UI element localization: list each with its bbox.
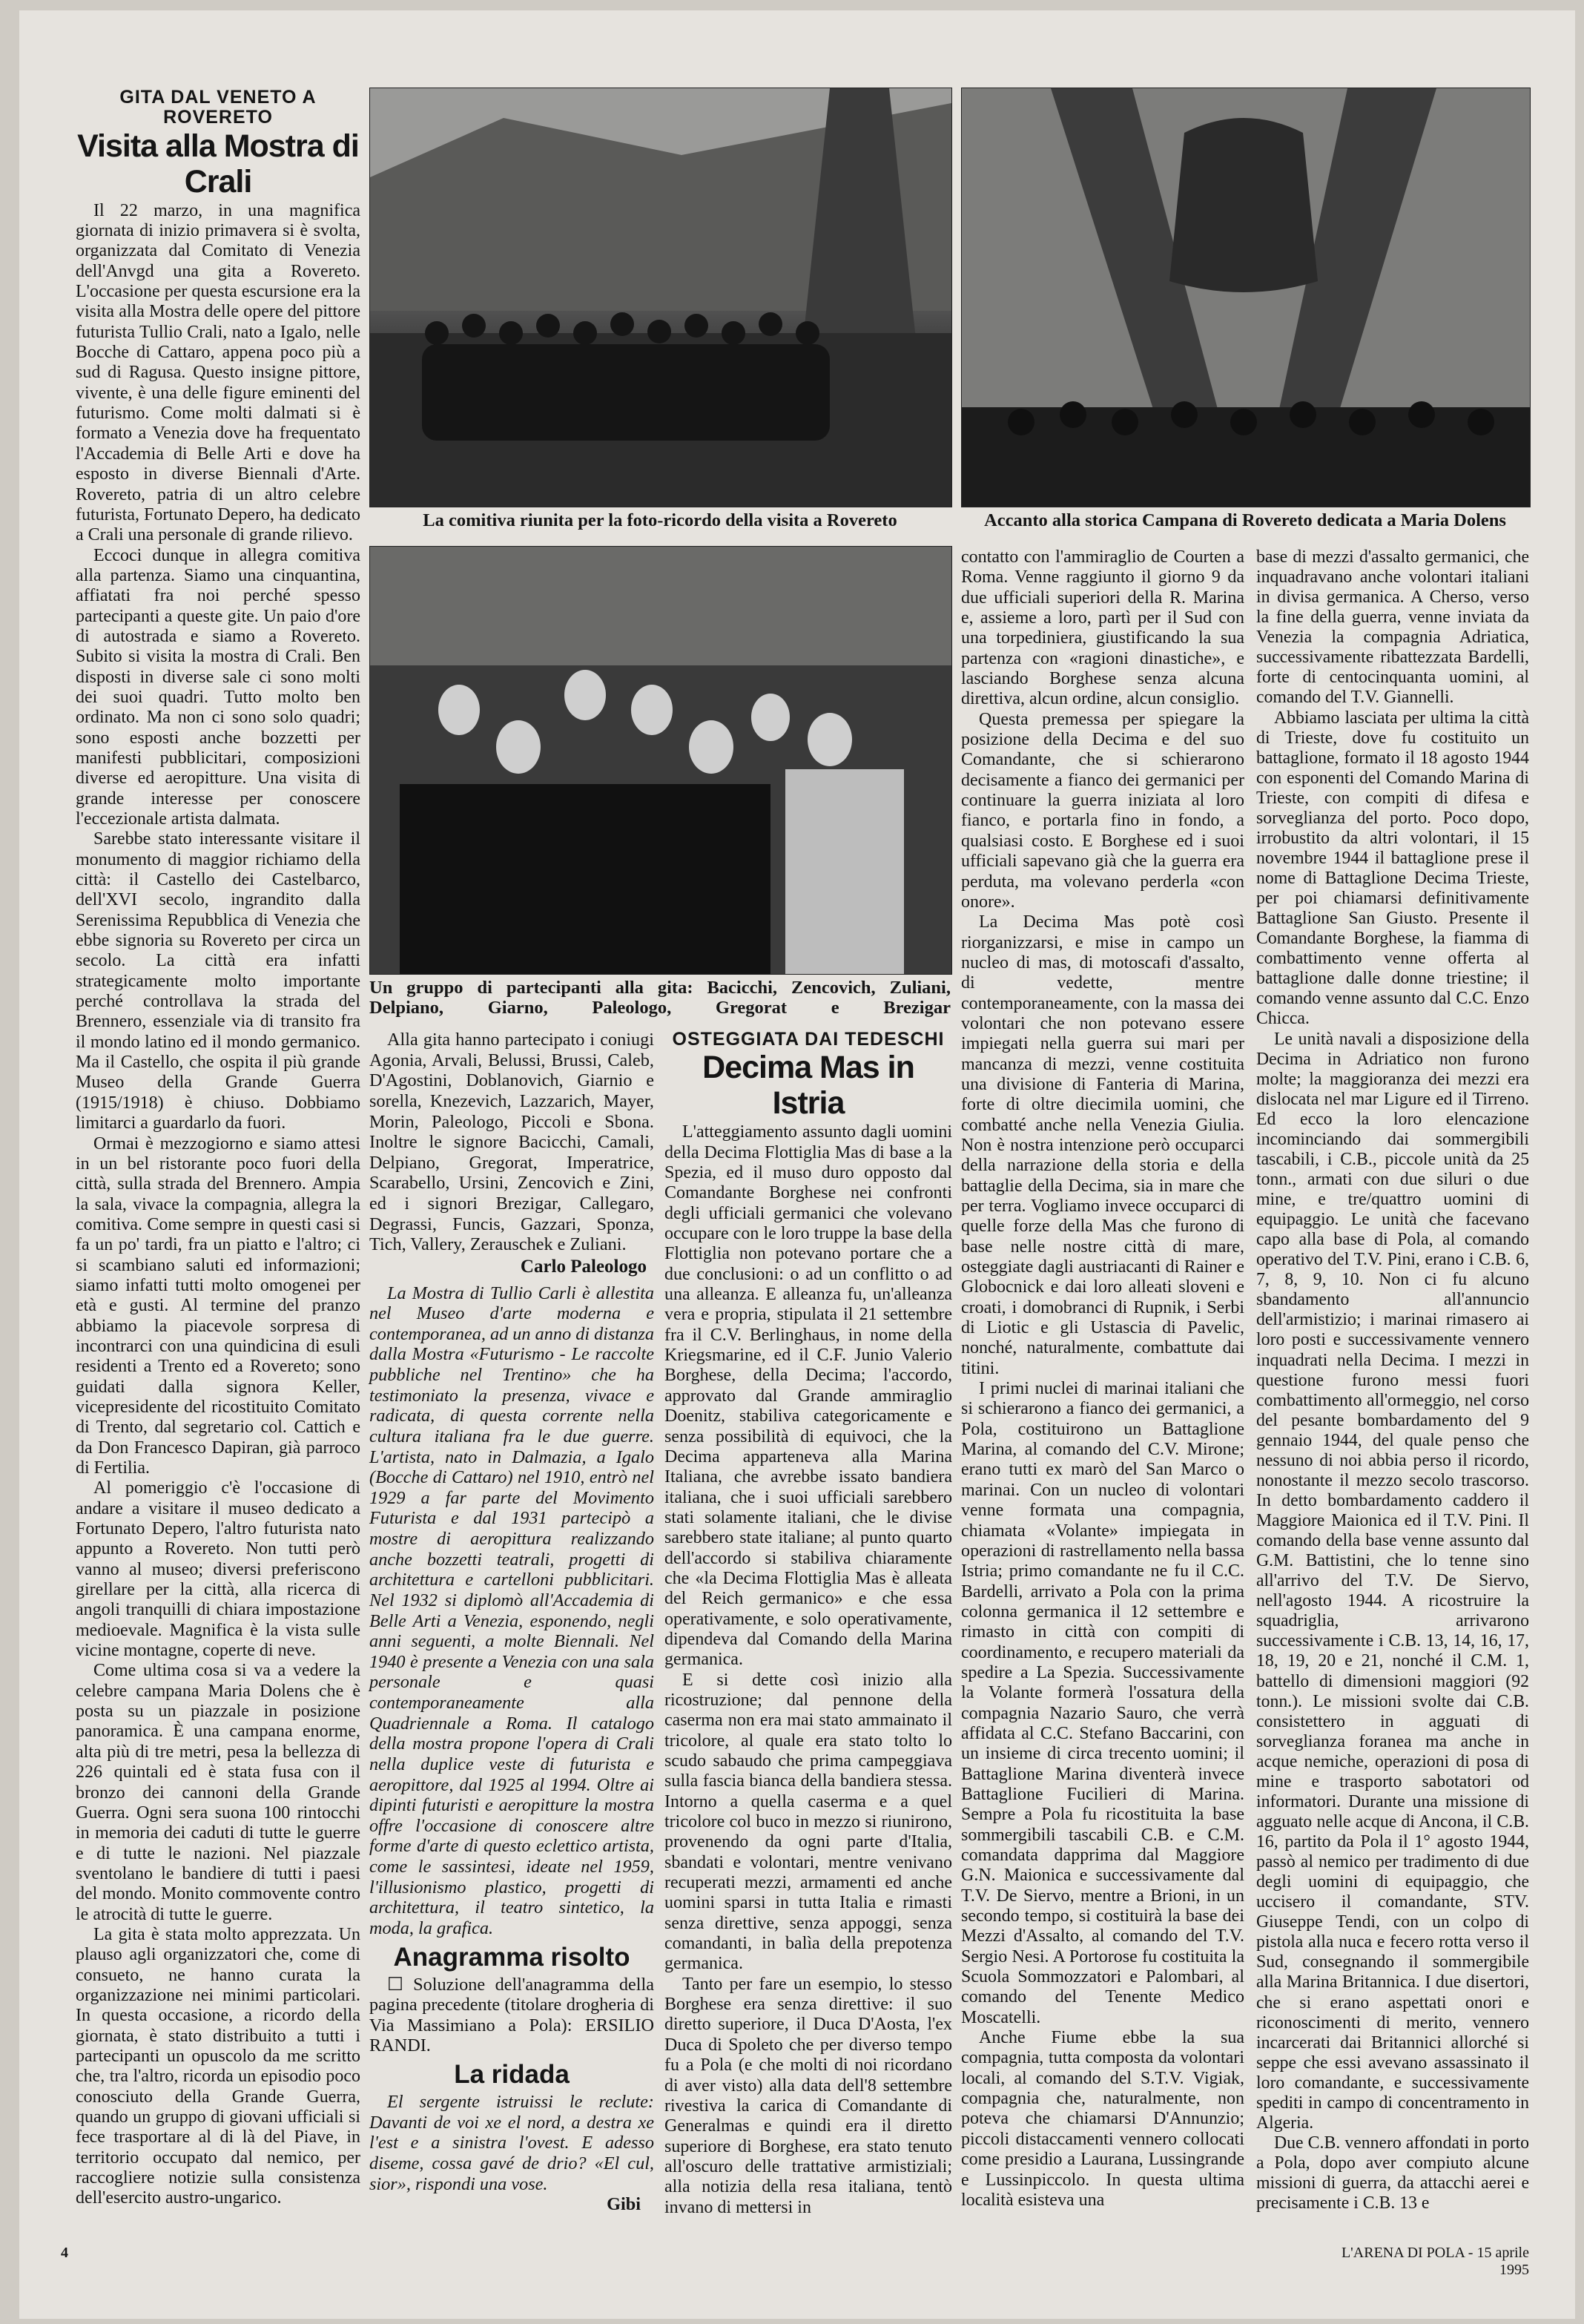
newspaper-page (19, 10, 1575, 2319)
article2-paragraph: E si dette così inizio alla ricostruzione; dal pennone della caserma non era mai stato ammainato il tricolore, al quale era stato tolto lo scudo sabaudo che prima campeggiava sulla fascia bianca della bandiera stessa. Intorno a quella caserma e a quel tricolore col buco in mezzo si riunirono, provenendo da ogni parte d'Italia, sbandati e volontari, mentre venivano recuperati mezzi, armamenti ed anche uomini sparsi in tutta Italia e rimasti senza direttive, senza appoggi, senza comandanti, in balìa della prepotenza germanica. (664, 1670, 952, 1974)
article1-paragraph: Sarebbe stato interessante visitare il monumento di maggior richiamo della città: il Castello dei Castelbarco, dell'XVI secolo, ingrandito dalla Serenissima Repubblica di Venezia che ebbe signoria su Rovereto per circa un secolo. La città era infatti strategicamente molto importante perché controllava la strada del Brennero, essenziale via di transito fra il mondo latino ed il mondo germanico. Ma il Castello, che ospita il più grande Museo della Grande Guerra (1915/1918) è chiuso. Dobbiamo limitarci a guardarlo da fuori. (76, 829, 360, 1133)
ridada-title: La ridada (454, 2060, 570, 2089)
article1-paragraph: Ormai è mezzogiorno e siamo attesi in un bel ristorante poco fuori della città, sulla strada del Brennero. Ampia la sala, vivace la compagnia, allegra la comitiva. Come sempre in questi casi si fa un po' tardi, fra un piatto e l'altro; ci si scambiano saluti ed informazioni; siamo infatti tutti molto omogenei per età e gusti. Al termine del pranzo abbiamo la piacevole sorpresa di incontrarci con una quindicina di esuli residenti a Trento ed a Rovereto; sono guidati dalla signora Keller, vicepresidente del ricostituito Comitato di Trento, dal segretario col. Cattich e da Don Francesco Dapiran, già parroco di Fertilia. (76, 1133, 360, 1478)
article2-paragraph: L'atteggiamento assunto dagli uomini della Decima Flottiglia Mas di base a la Spezia, ed il muso duro opposto dal Comandante Borghese nei confronti degli ufficiali germanici che volevano occupare con le loro truppe la base della Flottiglia non potevano portare che a due conclusioni: o ad un conflitto o ad una alleanza. E alleanza fu, un'alleanza vera e propria, stipulata il 21 settembre fra il C.V. Berlinghaus, in nome della Kriegsmarine, ed il C.F. Junio Valerio Borghese, della Decima; l'accordo, approvato dal Grande ammiraglio Doenitz, stabiliva categoricamente e senza possibilità di equivoci, che la Decima apparteneva alla Marina Italiana, che avrebbe issato bandiera italiana, che i suoi ufficiali sarebbero stati solamente italiani, che le divise sarebbero state italiane; al punto quarto dell'accordo si stabiliva chiaramente che «la Decima Flottiglia Mas è alleata del Reich germanico» e che essa operativamente, e solo operativamente, dipendeva dal Comando della Marina germanica. (664, 1122, 952, 1670)
photo-group-rovereto (369, 88, 952, 507)
exhibition-note-text: La Mostra di Tullio Carli è allestita nel Museo d'arte moderna e contemporanea, ad un anno di distanza dalla Mostra «Futurismo - Le raccolte pubbliche nel Trentino» che ha testimoniato la presenza, vivace e radicata, di questa corrente nella cultura italiana fra le due guerre. L'artista, nato in Dalmazia, a Igalo (Bocche di Cattaro) nel 1910, entrò nel 1929 a far parte del Movimento Futurista e dal 1931 partecipò a mostre di aeropittura realizzando anche bozzetti teatrali, progetti di architettura e cartelloni pubblicitari. Nel 1932 si diplomò all'Accademia di Belle Arti a Venezia, esponendo, negli anni seguenti, a molte Biennali. Nel 1940 è presente a Venezia con una sala personale e quasi contemporaneamente alla Quadriennale a Roma. Il catalogo della mostra propone l'opera di Crali nella duplice veste di futurista e aeropittore, dal 1925 al 1994. Oltre ai dipinti futuristi e aeropitture la mostra offre l'occasione di conoscere altre forme d'arte di questo eclettico artista, come le sassintesi, ideate nel 1959, l'illusionismo plastico, progetti di architettura, il teatro sintetico, la moda, la grafica. (369, 1283, 654, 1938)
article1-paragraph: La gita è stata molto apprezzata. Un plauso agli organizzatori che, come di consueto, ne hanno curata la organizzazione nei minimi particolari. In questa occasione, a ricordo della giornata, è stato distribuito a tutti i partecipanti un opuscolo da me scritto che, tra l'altro, ricorda un episodio poco conosciuto della Grande Guerra, quando un gruppo di giovani ufficiali si fece trasportare al di là del Piave, in territorio occupato dal nemico, per raccogliere notizie sulla consistenza dell'esercito austro-ungarico. (76, 1924, 360, 2208)
article2-paragraph: Anche Fiume ebbe la sua compagnia, tutta composta da volontari locali, al comando del S.T.V. Vigiak, compagnia che, naturalmente, non poteva che chiamarsi D'Annunzio; piccoli distaccamenti vennero collocati come presidio a Laurana, Lussingrande e Lussinpiccolo. In questa ultima località esisteva una (961, 2028, 1244, 2210)
article2-paragraph: Abbiamo lasciata per ultima la città di Trieste, dove fu costituito un battaglione, formato il 18 agosto 1944 con esponenti del Comando Marina di Trieste, con compiti di difesa e sorveglianza del porto. Poco dopo, irrobustito da altri volontari, il 15 novembre 1944 il battaglione prese il nome di Battaglione Decima Trieste, per poi chiamarsi definitivamente Battaglione San Giusto. Presente il Comandante Borghese, la fiamma di combattimento venne offerta al battaglione dalle donne triestine; il comando venne assunto dal C.C. Enzo Chicca. (1256, 708, 1529, 1029)
anagramma-text: ☐ Soluzione dell'anagramma della pagina precedente (titolare drogheria di Via Massimiano a Pola): ERSILIO RANDI. (369, 1974, 654, 2056)
photo-participants-group-image (370, 547, 951, 974)
article2-paragraph: Due C.B. vennero affondati in porto a Pola, dopo aver compiuto alcune missioni di guerra, da attacchi aerei e precisamente i C.B. 13 e (1256, 2133, 1529, 2213)
photo-group-rovereto-image (370, 88, 951, 507)
article1-headline: Visita alla Mostra di Crali (77, 128, 359, 200)
article2-paragraph: Le unità navali a disposizione della Decima in Adriatico non furono molte; la maggioranza dei mezzi era dislocata nel mar Ligure ed il Tirreno. Ed ecco la loro elencazione incominciando dai sommergibili tascabili, i C.B., piccole unità da 25 tonn., armati con due siluri o due mine, e tre/quattro uomini di equipaggio. Le unità che facevano capo alla base di Pola, al comando operativo del T.V. Pini, erano i C.B. 6, 7, 8, 9, 10. Non ci fu alcuno sbandamento all'annuncio dell'armistizio; i marinai rimasero ai loro posti e successivamente vennero inquadrati nella Decima. I mezzi in questione furono messi fuori combattimento all'ormeggio, nel corso del pesante bombardamento del 9 gennaio 1944, del quale penso che nessuno di noi abbia perso il ricordo, nonostante il mezzo secolo trascorso. In detto bombardamento caddero il Maggiore Maionica ed il T.V. Pini. Il comando della base venne assunto dal G.M. Battistini, che lo tenne sino all'arrivo del T.V. De Siervo, nell'agosto 1944. A ricostruire la squadriglia, arrivarono successivamente i C.B. 13, 14, 16, 17, 18, 19, 20 e 21, nonché il C.M. 1, battello di dimensioni maggiori (92 tonn.). Le missioni svolte dai C.B. consistettero in agguati di sorveglianza foranea ma anche in acque nemiche, operazioni di posa di mine e trasporto sabotatori od informatori. Durante una missione di agguato nelle acque di Ancona, il C.B. 16, partito da Pola il 1° agosto 1944, passò al nemico per tradimento di due degli uomini di equipaggio, che uccisero il comandante, STV. Giuseppe Tendi, con un colpo di pistola alla nuca e fecero rotta verso il Sud, consegnando il sommergibile alla Marina Britannica. I due disertori, che si erano aspettati onori e riconoscimenti di merito, vennero incarcerati dai Britannici allorché si seppe che essi avevano assassinato il loro comandante, e successivamente spediti in campo di concentramento in Algeria. (1256, 1029, 1529, 2133)
article2-paragraph: Tanto per fare un esempio, lo stesso Borghese era senza direttive: il suo diretto superiore, il Duca D'Aosta, l'ex Duca di Spoleto che per diverso tempo fu a Pola (e che molti di noi ricordano di aver visto) alla data dell'8 settembre rivestiva la carica di Comandante di Generalmas e quindi era il diretto superiore di Borghese, era stato tenuto all'oscuro delle trattative armistiziali; alla notizia della resa italiana, tentò invano di mettersi in (664, 1974, 952, 2217)
photo-maria-dolens-bell (961, 88, 1531, 507)
participants-list: Alla gita hanno partecipato i coniugi Agonia, Arvali, Belussi, Brussi, Caleb, D'Agostini, Doblanovich, Giarnio e sorella, Knezevich, Lazzarich, Mayer, Morin, Paleologo, Piccoli e Sbona. Inoltre le signore Bacicchi, Camali, Delpiano, Gregorat, Imperatrice, Scarabello, Ursini, Zencovich e Zini, ed i signori Brezigar, Callegaro, Degrassi, Funcis, Gazzari, Sponza, Tich, Vallery, Zerauschek e Zuliani. (369, 1030, 654, 1255)
article1-paragraph: Il 22 marzo, in una magnifica giornata di inizio primavera si è svolta, organizzata dal Comitato di Venezia dell'Anvgd una gita a Rovereto. L'occasione per questa escursione era la visita alla Mostra delle opere del pittore futurista Tullio Crali, nato a Igalo, nelle Bocche di Cattaro, appena poco più a sud di Ragusa. Questo insigne pittore, vivente, è una delle figure eminenti del futurismo. Come molti dalmati si è formato a Venezia dove ha frequentato l'Accademia di Belle Arti e dove ha esposto in diverse Biennali d'Arte. Rovereto, patria di un altro celebre futurista, Fortunato Depero, ha dedicato a Crali una personale di grande rilievo. (76, 200, 360, 545)
page-number: 4 (61, 2245, 68, 2261)
anagramma-title: Anagramma risolto (393, 1942, 630, 1972)
article1-paragraph: Al pomeriggio c'è l'occasione di andare a visitare il museo dedicato a Fortunato Depero, l'altro futurista nato appunto a Rovereto. Non tutti però vanno al museo; diversi preferiscono girellare per la città, alla ricerca di angoli tranquilli di chiara impostazione medioevale. Magnifica è la vista sulle vicine montagne, coperte di neve. (76, 1478, 360, 1661)
article2-paragraph: La Decima Mas potè così riorganizzarsi, e mise in campo un nucleo di mas, di motoscafi d'assalto, di vedette, mentre contemporaneamente, con la massa dei volontari che non potevano essere impiegati nella guerra sui mari per mancanza di mezzi, venne costituita una divisione di Fanteria di Marina, forte di oltre diecimila uomini, che combatté anche nella Venezia Giulia. Non è nostra intenzione però occuparci della narrazione della storia e della battaglie della Decima, sia in mare che per terra. Vogliamo invece occuparci di quelle forze della Mas che furono di base nelle nostre città di mare, osteggiate dagli austriacanti di Rainer e Globocnick e dai loro alleati sloveni e croati, i domobranci di Rupnik, i Serbi di Liotic e gli Ustascia di Pavelic, nonché, naturalmente, combattute dai titini. (961, 912, 1244, 1378)
photo-maria-dolens-bell-image (962, 88, 1530, 507)
photo-maria-dolens-caption: Accanto alla storica Campana di Rovereto dedicata a Maria Dolens (984, 510, 1506, 530)
ridada-text: El sergente istruissi le reclute: Davanti de voi xe el nord, a destra xe l'est e a sinistra l'ovest. E adesso diseme, cossa gavé de drio? «El cul, sior», rispondi una vose. (369, 2092, 654, 2194)
photo-group-rovereto-caption: La comitiva riunita per la foto-ricordo della visita a Rovereto (423, 510, 897, 530)
masthead-footer: L'ARENA DI POLA - 15 aprile 1995 (1341, 2245, 1529, 2278)
article1-byline: Carlo Paleologo (520, 1256, 647, 1277)
article1-column1 (76, 88, 360, 2224)
article2-paragraph: contatto con l'ammiraglio de Courten a Roma. Venne raggiunto il giorno 9 da due ufficiali superiori della R. Marina e, assieme a loro, partì per il Sud con una torpediniera, giustificando la sua partenza con «ragioni dinastiche», e lasciando Borghese senza alcuna direttiva, alcun ordine, alcun consiglio. (961, 547, 1244, 709)
article2-paragraph: base di mezzi d'assalto germanici, che inquadravano anche volontari italiani in divisa germanica. A Cherso, verso la fine della guerra, venne inviata da Venezia la compagnia Adriatica, successivamente ribattezzata Bardelli, forte di centocinquanta uomini, al comando del T.V. Giannelli. (1256, 547, 1529, 708)
article2-column3 (664, 1030, 952, 2224)
article2-column4 (961, 547, 1244, 2224)
article1-kicker: GITA DAL VENETO A ROVERETO (119, 87, 317, 128)
article2-headline: Decima Mas in Istria (702, 1050, 914, 1122)
article1-paragraph: Come ultima cosa si va a vedere la celebre campana Maria Dolens che è posta su un piazzale in posizione panoramica. È una campana enorme, alta più di tre metri, pesa la bellezza di 226 quintali ed è stata fusa con il bronzo dei cannoni della Grande Guerra. Ogni sera suona 100 rintocchi in memoria dei caduti di tutte le guerre e di tutte le nazioni. Nel piazzale sventolano le bandiere di tutti i paesi del mondo. Monito commovente contro le atrocità di tutte le guerre. (76, 1661, 360, 1924)
article2-column5 (1256, 547, 1529, 2224)
exhibition-note (369, 1283, 654, 1939)
photo-participants-group (369, 546, 952, 975)
ridada-joke (369, 2092, 654, 2194)
article1-paragraph: Eccoci dunque in allegra comitiva alla partenza. Siamo una cinquantina, affiatati fra noi perché spesso partecipanti a queste gite. Un paio d'ore di autostrada e siamo a Rovereto. Subito si visita la mostra di Crali. Ben disposti in diverse sale ci sono molti dei suoi quadri. Tutto molto ben ordinato. Ma non ci sono solo quadri; sono esposti anche bozzetti per manifesti pubblicitari, composizioni diverse ed aeropitture. Una visita di grande interesse per conoscere l'eccezionale artista dalmata. (76, 545, 360, 829)
article2-paragraph: Questa premessa per spiegare la posizione della Decima e del suo Comandante, che si schierarono decisamente a fianco dei germanici per continuare la guerra iniziata al loro fianco, e portarla fino in fondo, a qualsiasi costo. E Borghese ed i suoi ufficiali sapevano già che la guerra era perduta, ma volevano perderla «con onore». (961, 709, 1244, 912)
article2-paragraph: I primi nuclei di marinai italiani che si schierarono a fianco dei germanici, a Pola, costituirono un Battaglione Marina, al comando del C.V. Mirone; erano tutti ex marò del San Marco o marinai. Con un nucleo di volontari venne formata una compagnia, chiamata «Volante» impiegata in operazioni di rastrellamento nella bassa Istria; primo comandante ne fu il C.C. Bardelli, arrivato a Pola con la prima colonna germanica il 12 settembre e rimasto in città con compiti di coordinamento, e recupero materiali da spedire a La Spezia. Successivamente la Volante formerà l'ossatura della compagnia Nazario Sauro, che verrà affidata al C.C. Stefano Baccarini, con un insieme di circa trecento uomini; il Battaglione Marina diventerà invece Battaglione Fucilieri di Marina. Sempre a Pola fu ricostituita la base sommergibili tascabili C.B. e C.M. comandata dapprima dal Maggiore G.N. Maionica e successivamente dal T.V. De Siervo, mentre a Brioni, in un secondo tempo, si costituirà la base dei Mezzi d'Assalto, al comando del T.V. Sergio Nesi. A Portorose fu costituita la Scuola Sommozzatori e Palombari, al comando del Tenente Medico Moscatelli. (961, 1379, 1244, 2027)
photo-participants-caption: Un gruppo di partecipanti alla gita: Bacicchi, Zencovich, Zuliani, Delpiano, Giarno, Paleologo, Gregorat e Brezigar (369, 978, 951, 1018)
article1-column2 (369, 1030, 654, 2224)
article2-kicker: OSTEGGIATA DAI TEDESCHI (672, 1029, 945, 1050)
ridada-signature: Gibi (607, 2194, 641, 2215)
